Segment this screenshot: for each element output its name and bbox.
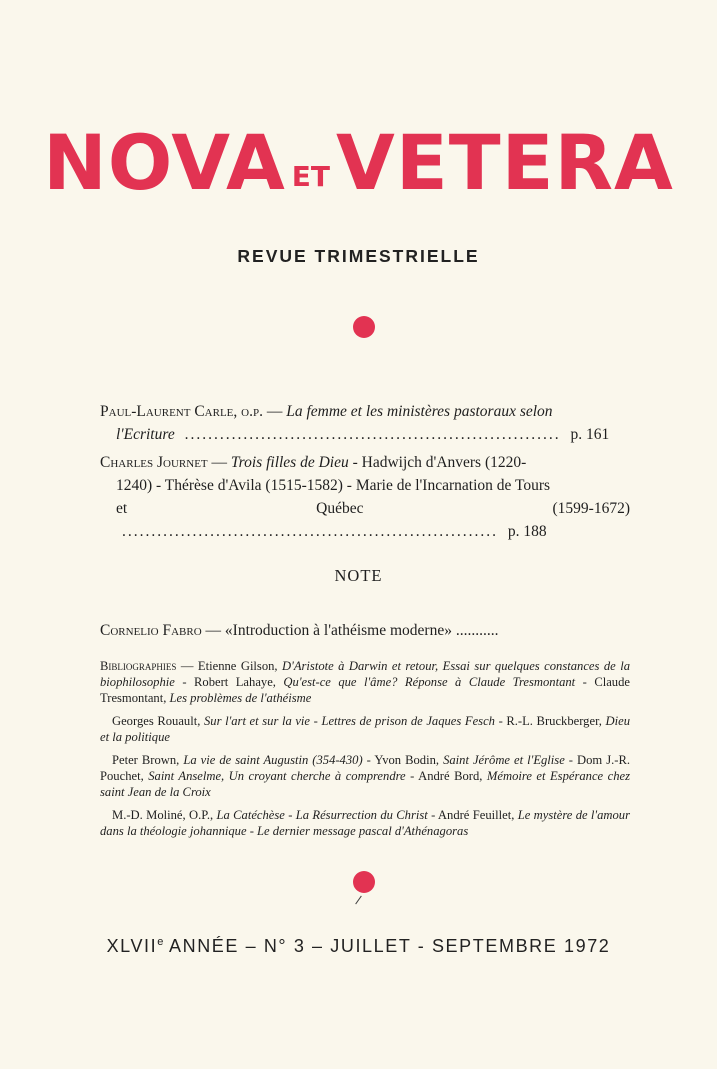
biblio-run: Qu'est-ce que l'âme? Réponse à Claude Tresmontant: [283, 675, 576, 689]
biblio-run: - André Feuillet,: [427, 808, 518, 822]
table-of-contents: [100, 400, 630, 548]
volume-number: XLVII: [106, 936, 158, 956]
title-nova: NOVA: [43, 118, 286, 207]
toc-leader-dots: ................................................................: [122, 523, 498, 540]
biblio-run: Mémoire et Espérance chez saint Jean de la Croix: [100, 769, 631, 799]
biblio-run: Peter Brown,: [112, 753, 184, 767]
note-title: «Introduction à l'athéisme moderne»: [224, 622, 452, 639]
volume-word: ANNÉE: [169, 936, 240, 956]
note-entry: [100, 620, 630, 642]
biblio-paragraph-3: [100, 752, 630, 800]
biblio-run: - Robert Lahaye,: [174, 675, 284, 689]
biblio-run: - R.-L. Bruckberger,: [494, 714, 606, 728]
biblio-run: D'Aristote à Darwin et retour, Essai sur quelques constances de la biophilosophie: [100, 659, 631, 689]
volume-ordinal: e: [157, 936, 164, 948]
biblio-runs: [100, 659, 630, 705]
journal-title: [0, 118, 717, 222]
biblio-run: Georges Rouault,: [112, 714, 204, 728]
issue-date: – N° 3 – JUILLET - SEPTEMBRE 1972: [245, 936, 611, 956]
biblio-run: Le mystère de l'amour dans la théologie johannique - Le dernier message pascal d'Athénagoras: [100, 808, 630, 838]
toc-entry-journet: [100, 451, 630, 543]
biblio-label: Bibliographies: [100, 659, 177, 673]
biblio-run: La Catéchèse - La Résurrection du Christ: [216, 808, 428, 822]
note-leader-dots: ...........: [455, 622, 499, 639]
issue-line: [0, 936, 717, 957]
toc-subjects-continued: 1240) - Thérèse d'Avila (1515-1582) - Marie de l'Incarnation de Tours: [116, 477, 551, 494]
bibliographies-section: [100, 658, 630, 846]
biblio-run: M.-D. Moliné, O.P.,: [112, 808, 217, 822]
ink-mark: [355, 896, 362, 905]
toc-leader-line: [100, 497, 630, 543]
toc-title-continued: l'Ecriture: [116, 426, 175, 443]
biblio-run: - Claude Tresmontant,: [100, 675, 630, 705]
biblio-run: - André Bord,: [405, 769, 487, 783]
biblio-dash: —: [180, 659, 194, 673]
toc-title: La femme et les ministères pastoraux selon: [286, 403, 553, 420]
toc-page-number: p. 188: [507, 523, 547, 540]
toc-title: Trois filles de Dieu: [230, 454, 349, 471]
biblio-paragraph-4: [100, 807, 630, 839]
biblio-run: - Yvon Bodin,: [362, 753, 444, 767]
biblio-run: Lettres de prison de Jaques Fesch: [321, 714, 495, 728]
title-et: ET: [291, 160, 331, 193]
note-heading: NOTE: [334, 566, 383, 585]
biblio-run: Saint Jérôme et l'Eglise: [443, 753, 565, 767]
toc-leader-line: [100, 423, 630, 446]
toc-dash: —: [211, 454, 228, 471]
biblio-run: Les problèmes de l'athéisme: [169, 691, 312, 705]
toc-leader-dots: ................................................................: [184, 426, 561, 443]
toc-page-number: p. 161: [570, 426, 610, 443]
journal-subtitle: REVUE TRIMESTRIELLE: [237, 246, 480, 266]
red-dot-ornament: [353, 316, 375, 338]
note-author: Cornelio Fabro: [100, 622, 202, 639]
toc-author: Paul-Laurent Carle, o.p.: [100, 403, 263, 420]
biblio-paragraph-2: [100, 713, 630, 745]
biblio-paragraph-1: [100, 658, 630, 706]
biblio-run: Dieu et la politique: [100, 714, 630, 744]
biblio-run: Etienne Gilson,: [193, 659, 283, 673]
biblio-run: Saint Anselme, Un croyant cherche à comprendre: [148, 769, 406, 783]
toc-subjects-end: et Québec (1599-1672): [116, 500, 630, 517]
biblio-run: - Dom J.-R. Pouchet,: [100, 753, 630, 783]
biblio-run: Sur l'art et sur la vie: [203, 714, 311, 728]
title-vetera: VETERA: [336, 118, 674, 207]
toc-author: Charles Journet: [100, 454, 208, 471]
note-dash: —: [205, 622, 222, 639]
biblio-run: -: [310, 714, 322, 728]
toc-subjects: - Hadwijch d'Anvers (1220-: [352, 454, 527, 471]
toc-entry-carle: [100, 400, 630, 446]
biblio-run: La vie de saint Augustin (354-430): [183, 753, 363, 767]
red-dot-ornament: [353, 871, 375, 893]
toc-dash: —: [266, 403, 283, 420]
